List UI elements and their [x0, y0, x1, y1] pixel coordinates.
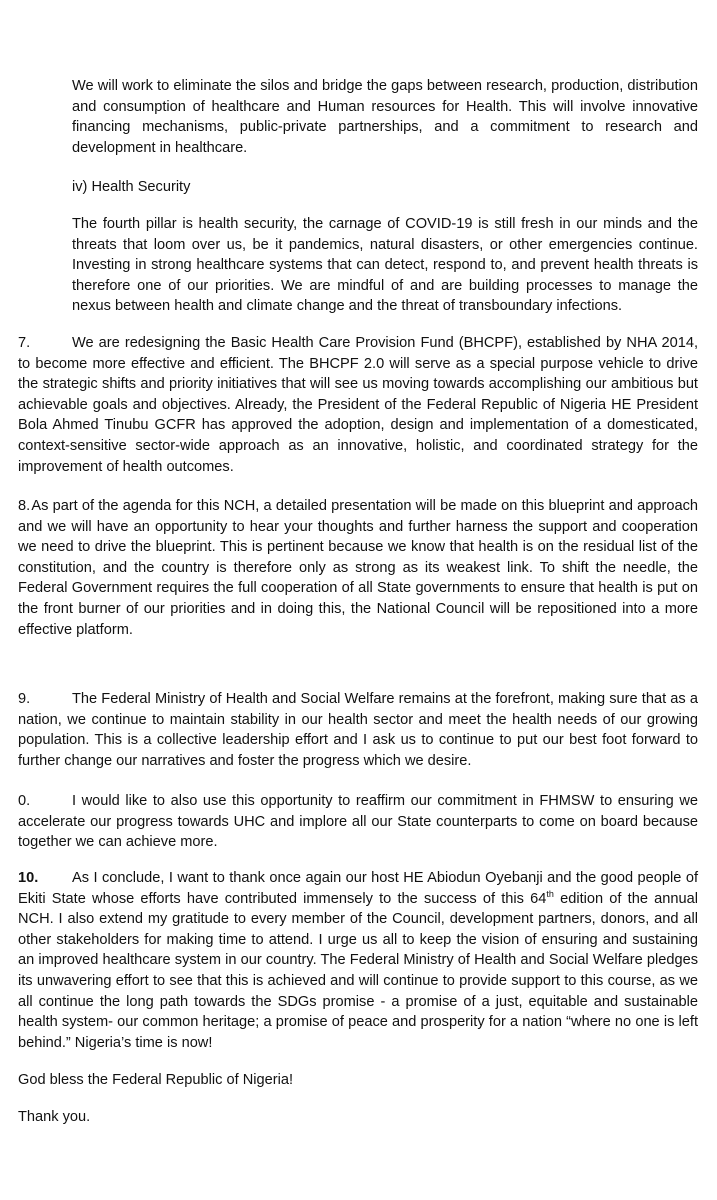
paragraph-9 [18, 689, 698, 771]
paragraph-9-text: The Federal Ministry of Health and Social Welfare remains at the forefront, making sure that as a nation, we continue to maintain stability in our health sector and meet the health needs of our growing population. This is a collective leadership effort and I ask us to continue to put our best foot forward to further change our narratives and foster the progress which we desire. [18, 691, 698, 769]
paragraph-0 [18, 791, 698, 853]
paragraph-10-text-a: As I conclude, I want to thank once again our host HE Abiodun Oyebanji and the good people of Ekiti State whose efforts have contributed immensely to the success of this 64 [18, 870, 698, 907]
closing-thanks: Thank you. [18, 1109, 91, 1125]
paragraph-10 [18, 868, 698, 1053]
heading-health-security: iv) Health Security [72, 179, 191, 195]
paragraph-10-superscript: th [546, 888, 554, 899]
paragraph-7 [18, 333, 698, 477]
paragraph-0-number: 0. [18, 793, 31, 809]
paragraph-health-security: The fourth pillar is health security, the carnage of COVID-19 is still fresh in our minds and the threats that loom over us, be it pandemics, natural disasters, or other emergencies continue. Investing in strong healthcare systems that can detect, respond to, and prevent health threats is therefore one of our priorities. We are mindful of and are building processes to manage the nexus between health and climate change and the threat of transboundary infections. [72, 216, 698, 315]
paragraph-silos: We will work to eliminate the silos and bridge the gaps between research, production, distribution and consumption of healthcare and Human resources for Health. This will involve innovative financing mechanisms, public-private partnerships, and a commitment to research and development in healthcare. [72, 78, 698, 156]
closing-blessing: God bless the Federal Republic of Nigeria! [18, 1072, 293, 1088]
paragraph-7-text: We are redesigning the Basic Health Care Provision Fund (BHCPF), established by NHA 2014, to become more effective and efficient. The BHCPF 2.0 will serve as a special purpose vehicle to drive the strategic shifts and priority initiatives that will see us moving towards accomplishing our ambitious but achievable goals and objectives. Already, the President of the Federal Republic of Nigeria HE President Bola Ahmed Tinubu GCFR has approved the adoption, design and implementation of a domesticated, context-sensitive sector-wide approach as an innovative, holistic, and coordinated strategy for the improvement of health outcomes. [18, 335, 698, 475]
paragraph-8 [18, 496, 698, 640]
paragraph-8-text: As part of the agenda for this NCH, a detailed presentation will be made on this blueprint and approach and we will have an opportunity to hear your thoughts and further harness the support and cooperation we need to drive the blueprint. This is pertinent because we know that health is on the residual list of the constitution, and the country is therefore only as strong as its weakest link. To shift the needle, the Federal Government requires the full cooperation of all State governments to ensure that health is put on the front burner of our priorities and in doing this, the National Council will be repositioned into a more effective platform. [18, 498, 699, 638]
paragraph-0-text: I would like to also use this opportunity to reaffirm our commitment in FHMSW to ensuring we accelerate our progress towards UHC and implore all our State counterparts to come on board because together we can achieve more. [18, 793, 698, 851]
paragraph-9-number: 9. [18, 691, 31, 707]
paragraph-10-number: 10. [18, 870, 39, 886]
paragraph-10-text-b: edition of the annual NCH. I also extend my gratitude to every member of the Council, development partners, donors, and all other stakeholders for making time to attend. I urge us all to keep the vision of ensuring and sustaining an improved healthcare system in our country. The Federal Ministry of Health and Social Welfare pledges its unwavering effort to see that this is achieved and will continue to provide support to this course, as we all continue the long path towards the SDGs promise - a promise of a just, equitable and sustainable health system- our common heritage; a promise of peace and prosperity for a nation “where no one is left behind.” Nigeria’s time is now! [18, 890, 698, 1051]
paragraph-7-number: 7. [18, 335, 31, 351]
paragraph-8-number: 8. [18, 498, 31, 514]
